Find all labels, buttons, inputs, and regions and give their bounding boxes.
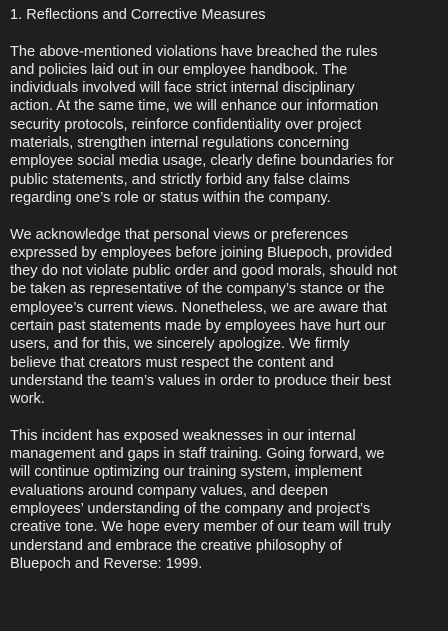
text-line: be taken as representative of the company’s stance or the xyxy=(10,281,385,298)
section-heading: 1. Reflections and Corrective Measures xyxy=(10,7,266,23)
text-line: materials, strengthen internal regulations concerning xyxy=(10,135,350,152)
text-line: employee social media usage, clearly define boundaries for xyxy=(10,153,394,170)
text-line: they do not violate public order and good morals, should not xyxy=(10,263,397,280)
text-line: will continue optimizing our training system, implement xyxy=(10,464,363,481)
text-line: believe that creators must respect the content and xyxy=(10,354,334,371)
text-line: public statements, and strictly forbid any false claims xyxy=(10,171,350,188)
paragraph-acknowledgement xyxy=(10,226,442,409)
text-line: regarding one’s role or status within the company. xyxy=(10,189,331,206)
text-line: The above-mentioned violations have breached the rules xyxy=(10,43,378,60)
paragraph-violations xyxy=(10,43,442,208)
text-line: understand and embrace the creative philosophy of xyxy=(10,537,342,554)
text-line: expressed by employees before joining Bluepoch, provided xyxy=(10,244,393,261)
text-line: Bluepoch and Reverse: 1999. xyxy=(10,555,203,572)
text-line: action. At the same time, we will enhance our information xyxy=(10,98,379,115)
text-line: users, and for this, we sincerely apologize. We firmly xyxy=(10,336,350,353)
text-line: security protocols, reinforce confidentiality over project xyxy=(10,116,362,133)
text-line: certain past statements made by employees have hurt our xyxy=(10,318,386,335)
text-line: employee’s current views. Nonetheless, we are aware that xyxy=(10,299,387,316)
text-line: and policies laid out in our employee handbook. The xyxy=(10,61,348,78)
text-line: We acknowledge that personal views or preferences xyxy=(10,226,349,243)
text-line: creative tone. We hope every member of our team will truly xyxy=(10,519,391,536)
paragraph-incident xyxy=(10,427,442,573)
text-line: evaluations around company values, and deepen xyxy=(10,482,329,499)
text-line: This incident has exposed weaknesses in our internal xyxy=(10,427,356,444)
text-line: management and gaps in staff training. Going forward, we xyxy=(10,446,385,463)
text-line: work. xyxy=(10,391,45,408)
text-line: individuals involved will face strict internal disciplinary xyxy=(10,80,355,97)
text-line: employees’ understanding of the company and project’s xyxy=(10,501,371,518)
document-body xyxy=(10,6,442,592)
text-line: understand the team’s values in order to produce their best xyxy=(10,372,392,389)
